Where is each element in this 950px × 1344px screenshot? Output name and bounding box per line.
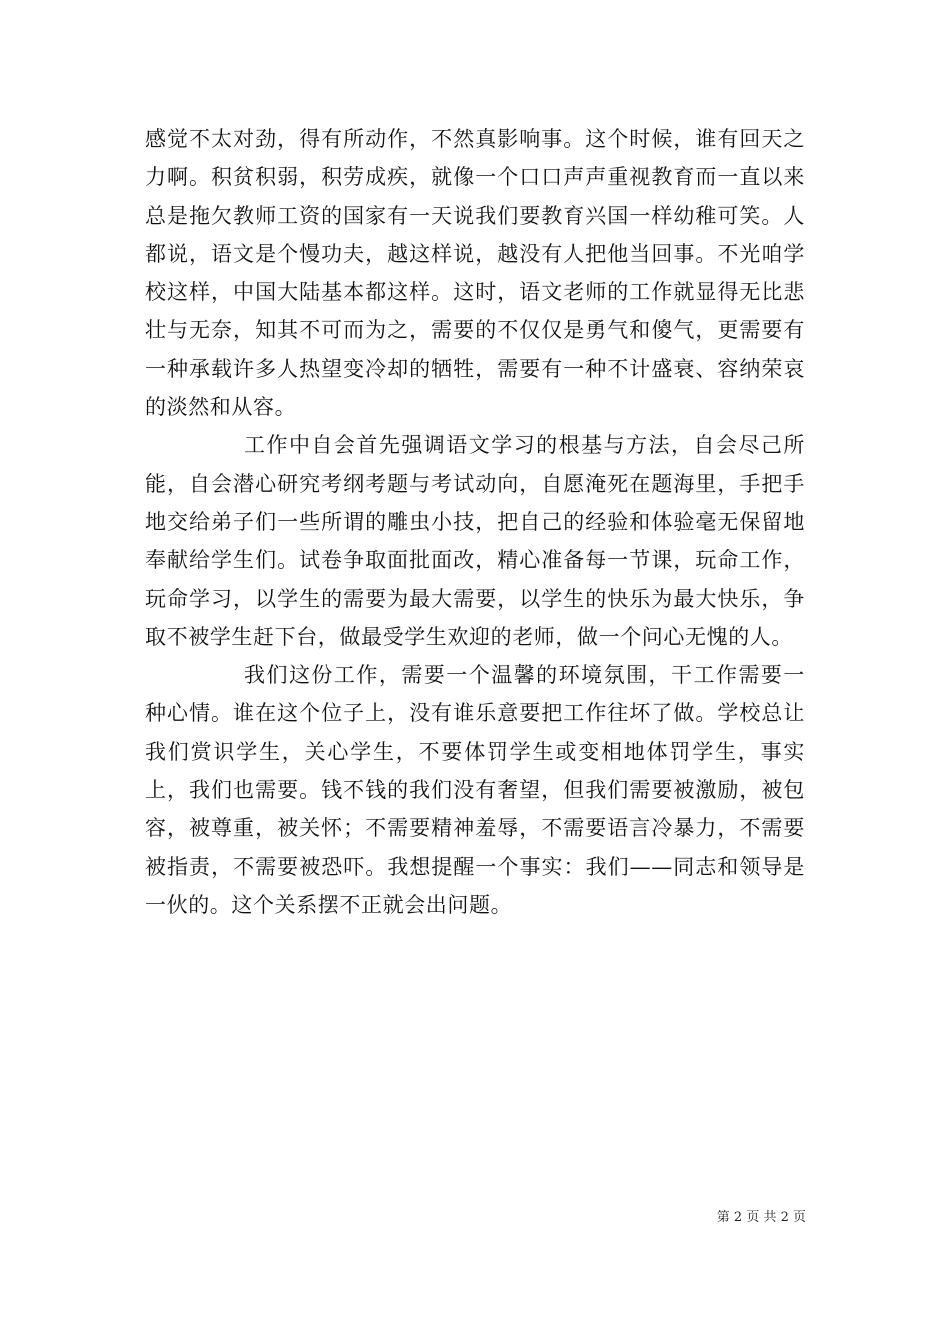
page-number-footer: 第 2 页 共 2 页 <box>716 1210 806 1225</box>
paragraph-2: 工作中自会首先强调语文学习的根基与方法，自会尽己所能，自会潜心研究考纲考题与考试动向，自愿淹死在题海里，手把手地交给弟子们一些所谓的雕虫小技，把自己的经验和体验毫无保留地奉献给学生们。试卷争取面批面改，精心准备每一节课，玩命工作，玩命学习，以学生的需要为最大需要，以学生的快乐为最大快乐，争取不被学生赶下台，做最受学生欢迎的老师，做一个问心无愧的人。 <box>145 433 805 649</box>
paragraph-1: 感觉不太对劲，得有所动作，不然真影响事。这个时候，谁有回天之力啊。积贫积弱，积劳成疾，就像一个口口声声重视教育而一直以来总是拖欠教师工资的国家有一天说我们要教育兴国一样幼稚可笑。人都说，语文是个慢功夫，越这样说，越没有人把他当回事。不光咱学校这样，中国大陆基本都这样。这时，语文老师的工作就显得无比悲壮与无奈，知其不可而为之，需要的不仅仅是勇气和傻气，更需要有一种承载许多人热望变冷却的牺牲，需要有一种不计盛衰、容纳荣哀的淡然和从容。 <box>145 127 805 420</box>
paragraph-3: 我们这份工作，需要一个温馨的环境氛围，干工作需要一种心情。谁在这个位子上，没有谁乐意要把工作往坏了做。学校总让我们赏识学生，关心学生，不要体罚学生或变相地体罚学生，事实上，我们也需要。钱不钱的我们没有奢望，但我们需要被激励，被包容，被尊重，被关怀；不需要精神羞辱，不需要语言冷暴力，不需要被指责，不需要被恐吓。我想提醒一个事实：我们——同志和领导是一伙的。这个关系摆不正就会出问题。 <box>145 663 805 917</box>
document-body <box>145 120 805 924</box>
